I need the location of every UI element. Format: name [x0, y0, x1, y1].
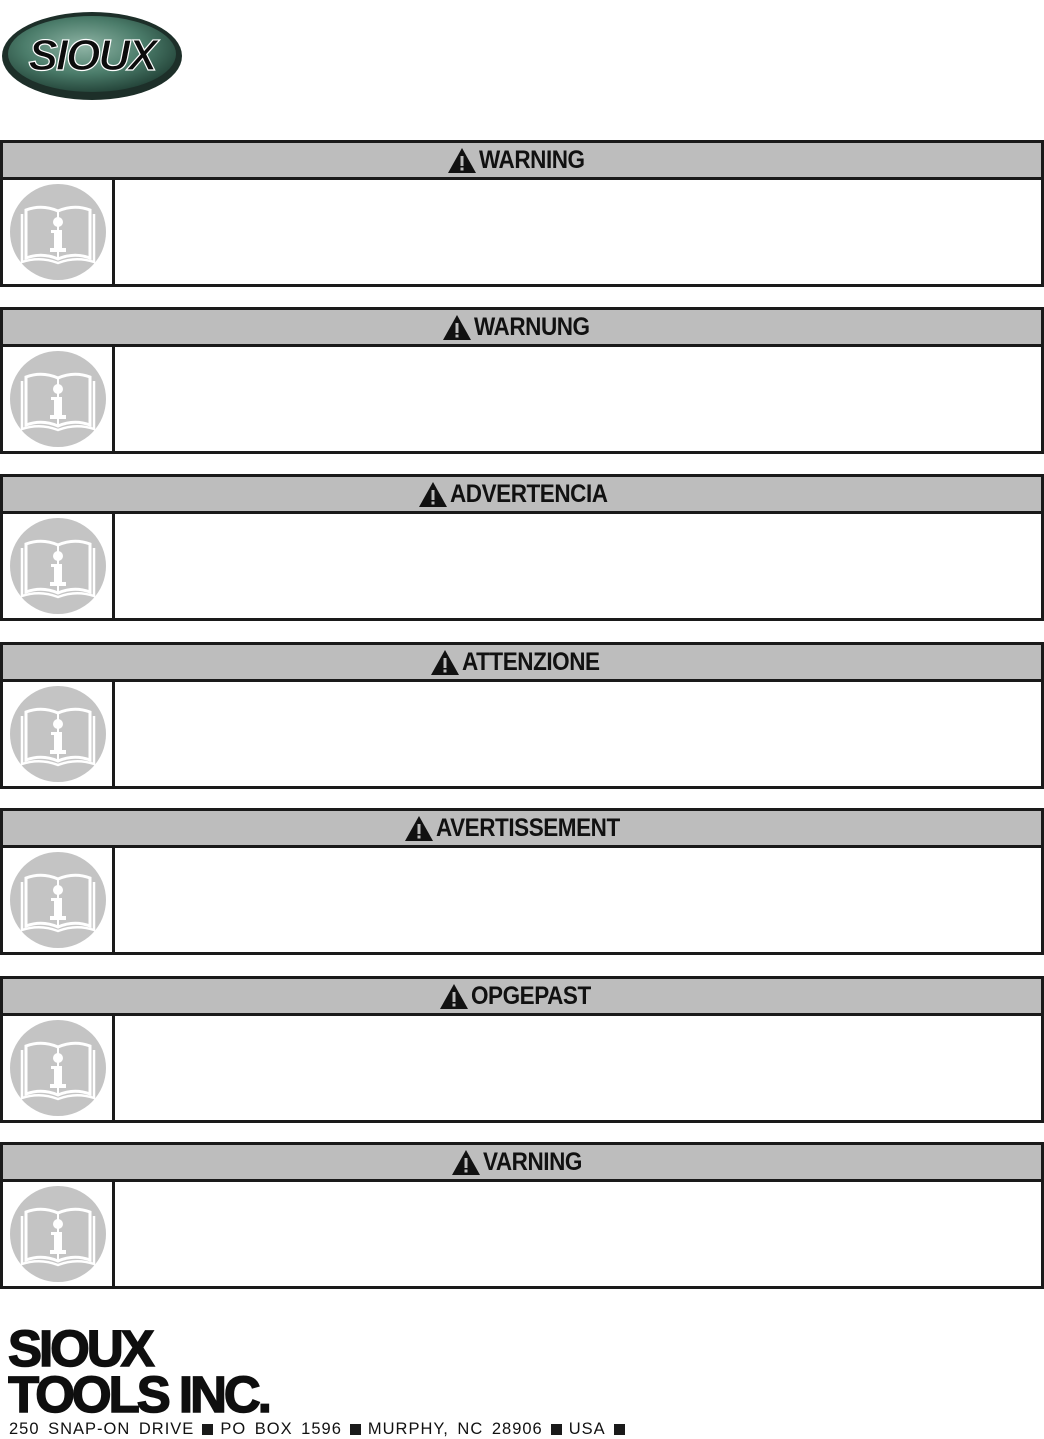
warning-header: [3, 645, 1041, 682]
warning-header: [3, 811, 1041, 848]
warning-triangle-icon: [404, 815, 434, 842]
company-line-1: SIOUX: [8, 1324, 152, 1377]
logo-text: SIOUX: [28, 31, 156, 80]
warning-title: OPGEPAST: [471, 981, 592, 1010]
warning-box-en: [0, 140, 1044, 287]
manual-icon-cell: [3, 682, 115, 786]
warning-text-area: [115, 1182, 1041, 1286]
warning-body: [3, 1016, 1041, 1120]
address-pobox: PO BOX 1596: [220, 1419, 342, 1438]
address-country: USA: [568, 1419, 606, 1438]
warning-box-sv: [0, 1142, 1044, 1289]
warning-header: [3, 310, 1041, 347]
manual-icon-cell: [3, 514, 115, 618]
address-street: 250 SNAP-ON DRIVE: [9, 1419, 195, 1438]
manual-icon-cell: [3, 1016, 115, 1120]
warning-title: WARNING: [479, 145, 585, 174]
warning-box-fr: [0, 808, 1044, 955]
warning-triangle-icon: [439, 983, 469, 1010]
read-manual-icon: [8, 349, 108, 449]
warning-text-area: [115, 514, 1041, 618]
warning-box-it: [0, 642, 1044, 789]
sioux-tools-logo: [8, 1324, 353, 1416]
warning-header: [3, 143, 1041, 180]
warning-title: ADVERTENCIA: [450, 479, 609, 508]
manual-icon-cell: [3, 347, 115, 451]
warning-body: [3, 682, 1041, 786]
warning-body: [3, 347, 1041, 451]
warning-triangle-icon: [451, 1149, 481, 1176]
warning-text-area: [115, 682, 1041, 786]
warning-header: [3, 1145, 1041, 1182]
warning-text-area: [115, 347, 1041, 451]
warning-body: [3, 514, 1041, 618]
warning-text-area: [115, 848, 1041, 952]
warning-triangle-icon: [430, 649, 460, 676]
company-line-2: TOOLS INC.: [8, 1366, 269, 1416]
warning-triangle-icon: [418, 481, 448, 508]
warning-title: ATTENZIONE: [461, 647, 600, 676]
separator-square-icon: [614, 1424, 625, 1435]
warning-body: [3, 180, 1041, 284]
warning-triangle-icon: [442, 314, 472, 341]
address-city: MURPHY, NC 28906: [367, 1419, 543, 1438]
warning-title: AVERTISSEMENT: [435, 813, 620, 842]
separator-square-icon: [202, 1424, 213, 1435]
manual-icon-cell: [3, 1182, 115, 1286]
sioux-logo: [0, 6, 186, 102]
warning-header: [3, 979, 1041, 1016]
warning-triangle-icon: [447, 147, 477, 174]
warning-box-nl: [0, 976, 1044, 1123]
read-manual-icon: [8, 684, 108, 784]
company-address: [9, 1419, 632, 1439]
warning-box-de: [0, 307, 1044, 454]
warning-body: [3, 848, 1041, 952]
warning-title: VARNING: [483, 1147, 582, 1176]
warning-header: [3, 477, 1041, 514]
manual-icon-cell: [3, 848, 115, 952]
manual-icon-cell: [3, 180, 115, 284]
separator-square-icon: [350, 1424, 361, 1435]
read-manual-icon: [8, 1184, 108, 1284]
separator-square-icon: [551, 1424, 562, 1435]
warning-text-area: [115, 1016, 1041, 1120]
read-manual-icon: [8, 182, 108, 282]
read-manual-icon: [8, 516, 108, 616]
warning-text-area: [115, 180, 1041, 284]
warning-title: WARNUNG: [473, 312, 590, 341]
warning-box-es: [0, 474, 1044, 621]
read-manual-icon: [8, 850, 108, 950]
read-manual-icon: [8, 1018, 108, 1118]
warning-body: [3, 1182, 1041, 1286]
